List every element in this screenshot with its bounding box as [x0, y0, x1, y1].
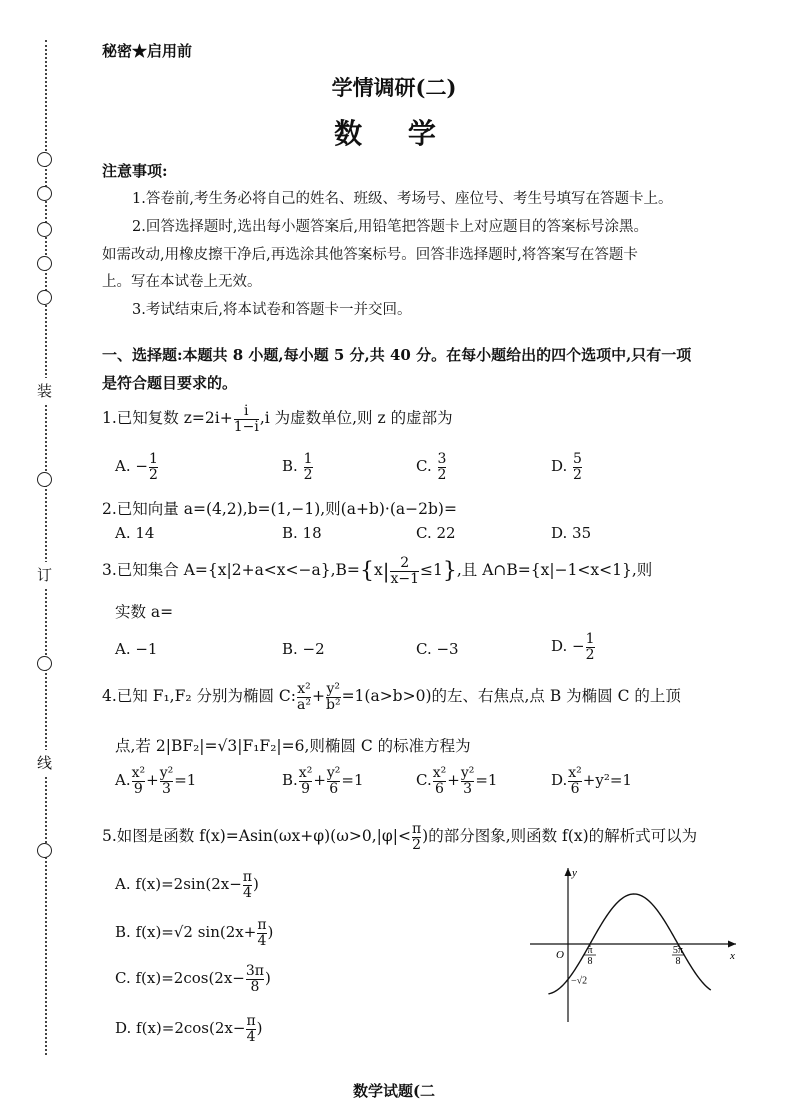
q3-option-a: A. −1 — [115, 640, 158, 658]
binding-hole — [37, 843, 52, 858]
q5-text-pre: 5.如图是函数 f(x)=Asin(ωx+φ)(ω>0,|φ|< — [102, 827, 411, 846]
q1-frac-den: 1−i — [233, 418, 259, 435]
q1-frac-num: i — [244, 403, 249, 419]
notice-item-2: 2.回答选择题时,选出每小题答案后,用铅笔把答题卡上对应题目的答案标号涂黑。 — [132, 219, 649, 235]
binding-hole — [37, 152, 52, 167]
binding-hole — [37, 222, 52, 237]
notice-item-2-cont: 如需改动,用橡皮擦干净后,再选涂其他答案标号。回答非选择题时,将答案写在答题卡 — [102, 247, 638, 263]
q1-fraction — [234, 404, 259, 434]
question-4-stem: 4.已知 F₁,F₂ 分别为椭圆 C: $\frac{\text{x²}}{\text{a²}}$ + $\frac{\text{y²}}{\text{b²}}$ =1(a>b>0)的左、右焦点,点 B 为椭圆 C 的上顶 — [102, 681, 681, 713]
binding-hole — [37, 472, 52, 487]
tick-label-5pi-den: 8 — [675, 956, 681, 967]
binding-char-ding: 订 — [37, 562, 52, 587]
question-3-cont: 实数 a= — [115, 603, 174, 621]
notice-item-2-end: 上。写在本试卷上无效。 — [102, 274, 262, 290]
notice-heading: 注意事项: — [102, 162, 168, 180]
tick-label-5pi-num: 5π — [672, 945, 683, 956]
tick-label-pi-den: 8 — [587, 956, 593, 967]
q3-option-b: B. −2 — [282, 640, 325, 658]
origin-label: O — [556, 949, 564, 961]
question-4-cont: 点,若 2|BF₂|=√3|F₁F₂|=6,则椭圆 C 的标准方程为 — [115, 737, 471, 755]
section-heading-cont: 是符合题目要求的。 — [102, 374, 238, 392]
q4-option-d: D. $\frac{\text{x²}}{6}$ +y²=1 — [551, 765, 632, 797]
footer-text: 数学试题(二 — [352, 1082, 436, 1100]
q1-option-b: B. $\frac{1}{2}$ — [282, 451, 313, 483]
q1-option-a: A. − $\frac{1}{2}$ — [115, 451, 158, 483]
q2-option-b: B. 18 — [282, 524, 322, 542]
tick-label-neg-sqrt2: −√2 — [571, 975, 588, 987]
binding-hole — [37, 256, 52, 271]
binding-hole — [37, 290, 52, 305]
q4-option-c: C. $\frac{\text{x²}}{6}$ + $\frac{\text{y²}}{3}$ =1 — [416, 765, 498, 797]
binding-hole — [37, 186, 52, 201]
q5-sine-graph — [520, 858, 750, 1028]
tick-label-pi-num: π — [587, 945, 593, 956]
q1-option-d: D. $\frac{5}{2}$ — [551, 451, 582, 483]
q3-text-pre: 3.已知集合 A={x|2+a<x<−a},B= — [102, 561, 360, 580]
q4-text-mid: =1(a>b>0)的左、右焦点,点 B 为椭圆 C 的上顶 — [341, 687, 681, 706]
question-2-stem: 2.已知向量 a=(4,2),b=(1,−1),则(a+b)·(a−2b)= — [102, 500, 457, 518]
question-3-stem: 3.已知集合 A={x|2+a<x<−a},B={x| $\frac{2}{x-1}$ ≤1},且 A∩B={x|−1<x<1},则 — [102, 555, 653, 587]
q5-text-post: )的部分图象,则函数 f(x)的解析式可以为 — [422, 827, 698, 846]
x-axis-arrow — [728, 941, 736, 948]
q5-option-c: C. f(x)=2cos(2x− $\frac{3\pi}{8}$ ) — [115, 963, 271, 995]
q3-fraction: $\frac{2}{x-1}$ — [390, 555, 419, 587]
notice-item-1: 1.答卷前,考生务必将自己的姓名、班级、考场号、座位号、考生号填写在答题卡上。 — [132, 191, 673, 207]
subject-title: 数 学 — [334, 117, 454, 150]
binding-char-xian: 线 — [37, 750, 52, 775]
secret-label: 秘密★启用前 — [102, 42, 193, 60]
question-1-stem — [102, 404, 453, 434]
q3-option-c: C. −3 — [416, 640, 459, 658]
q2-option-d: D. 35 — [551, 524, 592, 542]
q1-text-pre: 1.已知复数 z=2i+ — [102, 409, 233, 428]
q5-option-d: D. f(x)=2cos(2x− $\frac{\pi}{4}$ ) — [115, 1013, 263, 1045]
q5-option-b: B. f(x)=√2 sin(2x+ $\frac{\pi}{4}$ ) — [115, 917, 274, 949]
binding-hole — [37, 656, 52, 671]
q4-option-b: B. $\frac{\text{x²}}{9}$ + $\frac{\text{y²}}{6}$ =1 — [282, 765, 364, 797]
q3-set-cond: ≤1 — [419, 561, 443, 580]
q4-option-a: A. $\frac{\text{x²}}{9}$ + $\frac{\text{y²}}{3}$ =1 — [115, 765, 197, 797]
exam-title: 学情调研(二) — [331, 75, 457, 100]
q2-option-a: A. 14 — [115, 524, 155, 542]
section-heading: 一、选择题:本题共 8 小题,每小题 5 分,共 40 分。在每小题给出的四个选项中,只有一项 — [102, 346, 692, 364]
q3-set-var: x — [373, 561, 383, 580]
notice-item-3: 3.考试结束后,将本试卷和答题卡一并交回。 — [132, 302, 412, 318]
q1-option-c: C. $\frac{3}{2}$ — [416, 451, 447, 483]
q3-option-d: D. − $\frac{1}{2}$ — [551, 631, 595, 663]
question-5-stem: 5.如图是函数 f(x)=Asin(ωx+φ)(ω>0,|φ|< $\frac{\pi}{2}$ )的部分图象,则函数 f(x)的解析式可以为 — [102, 821, 698, 853]
q1-text-post: ,i 为虚数单位,则 z 的虚部为 — [259, 409, 453, 428]
binding-char-zhuang: 装 — [37, 378, 52, 403]
y-axis-label: y — [572, 867, 577, 879]
q3-text-post: ,且 A∩B={x|−1<x<1},则 — [456, 561, 653, 580]
y-axis-arrow — [565, 868, 572, 876]
q4-text-pre: 4.已知 F₁,F₂ 分别为椭圆 C: — [102, 687, 297, 706]
q2-option-c: C. 22 — [416, 524, 456, 542]
q5-option-a: A. f(x)=2sin(2x− $\frac{\pi}{4}$ ) — [115, 869, 259, 901]
x-axis-label: x — [730, 950, 735, 962]
